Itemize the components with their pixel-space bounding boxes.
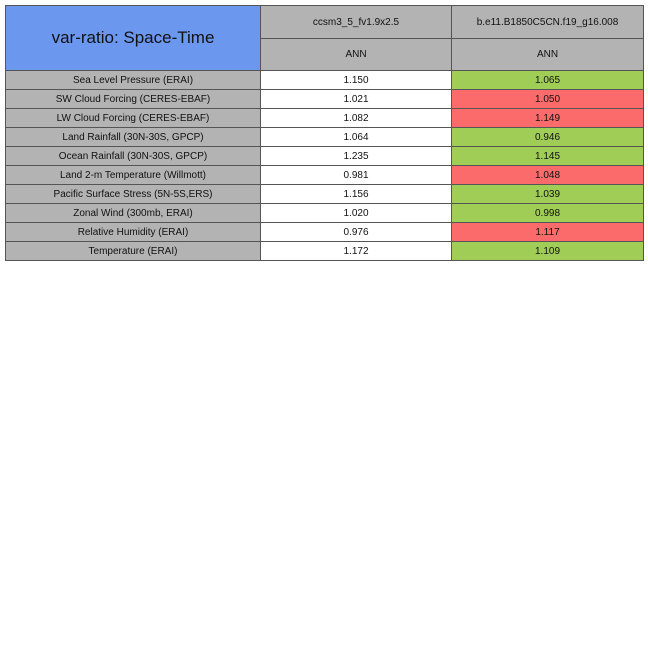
value-cell: 0.998 [452, 204, 644, 223]
value-cell: 1.064 [261, 128, 452, 147]
season-header: ANN [452, 39, 644, 71]
table-row [6, 109, 644, 128]
value-cell: 1.065 [452, 71, 644, 90]
table-row [6, 223, 644, 242]
case-name-header: b.e11.B1850C5CN.f19_g16.008 [452, 6, 644, 39]
value-cell: 1.235 [261, 147, 452, 166]
value-cell: 1.109 [452, 242, 644, 261]
value-cell: 1.050 [452, 90, 644, 109]
case-name-header: ccsm3_5_fv1.9x2.5 [261, 6, 452, 39]
value-cell: 0.946 [452, 128, 644, 147]
value-cell: 1.149 [452, 109, 644, 128]
table-row [6, 71, 644, 90]
score-table-body [6, 6, 644, 261]
value-cell: 1.150 [261, 71, 452, 90]
table-row [6, 90, 644, 109]
table-row [6, 204, 644, 223]
season-header: ANN [261, 39, 452, 71]
table-row [6, 242, 644, 261]
variable-label: SW Cloud Forcing (CERES-EBAF) [6, 90, 261, 109]
variable-label: Temperature (ERAI) [6, 242, 261, 261]
header-row-case [6, 6, 644, 39]
variable-label: Ocean Rainfall (30N-30S, GPCP) [6, 147, 261, 166]
variable-label: Land 2-m Temperature (Willmott) [6, 166, 261, 185]
table-row [6, 147, 644, 166]
table-row [6, 166, 644, 185]
value-cell: 1.082 [261, 109, 452, 128]
table-row [6, 185, 644, 204]
value-cell: 1.048 [452, 166, 644, 185]
variable-label: Zonal Wind (300mb, ERAI) [6, 204, 261, 223]
value-cell: 1.145 [452, 147, 644, 166]
value-cell: 1.020 [261, 204, 452, 223]
value-cell: 1.039 [452, 185, 644, 204]
table-row [6, 128, 644, 147]
score-table [5, 5, 644, 261]
value-cell: 1.117 [452, 223, 644, 242]
value-cell: 1.156 [261, 185, 452, 204]
value-cell: 0.981 [261, 166, 452, 185]
variable-label: Relative Humidity (ERAI) [6, 223, 261, 242]
value-cell: 0.976 [261, 223, 452, 242]
variable-label: LW Cloud Forcing (CERES-EBAF) [6, 109, 261, 128]
variable-label: Sea Level Pressure (ERAI) [6, 71, 261, 90]
value-cell: 1.021 [261, 90, 452, 109]
variable-label: Pacific Surface Stress (5N-5S,ERS) [6, 185, 261, 204]
variable-label: Land Rainfall (30N-30S, GPCP) [6, 128, 261, 147]
value-cell: 1.172 [261, 242, 452, 261]
table-title: var-ratio: Space-Time [6, 6, 261, 71]
